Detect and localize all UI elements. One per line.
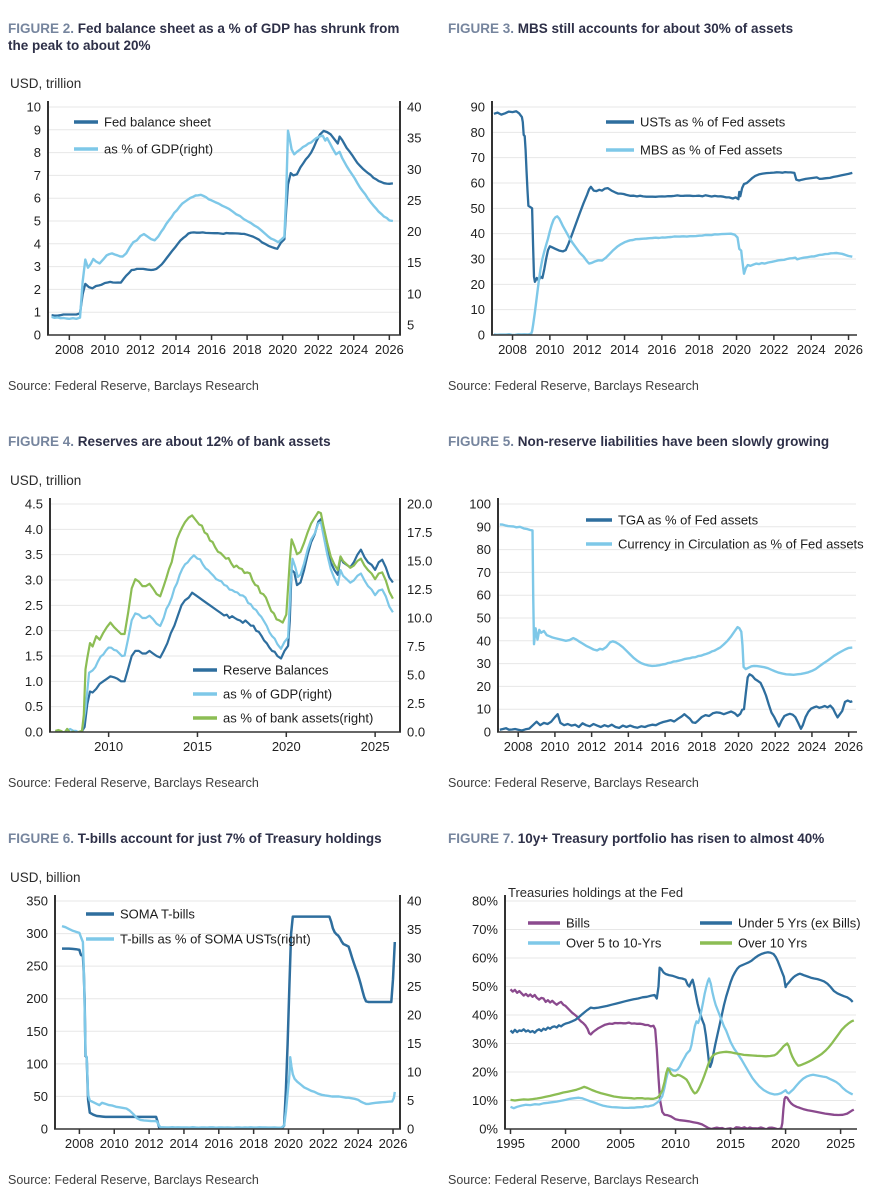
figure3-heading bbox=[448, 20, 862, 56]
svg-text:1.0: 1.0 bbox=[24, 673, 43, 689]
svg-text:15: 15 bbox=[407, 255, 422, 271]
legend-label-t-bills-as-of-soma-usts-right: T-bills as % of SOMA USTs(right) bbox=[120, 931, 311, 947]
tick-labels bbox=[469, 497, 863, 755]
svg-text:2020: 2020 bbox=[268, 342, 298, 357]
svg-text:2024: 2024 bbox=[343, 1136, 373, 1151]
svg-text:2010: 2010 bbox=[540, 739, 570, 754]
svg-text:10: 10 bbox=[407, 1064, 422, 1080]
svg-text:30: 30 bbox=[476, 656, 491, 672]
figure7-panel bbox=[448, 816, 862, 1187]
figure7-unit-label bbox=[448, 863, 862, 885]
series-line-bills bbox=[511, 989, 854, 1129]
figure6-chart bbox=[8, 885, 428, 1161]
svg-text:80: 80 bbox=[476, 542, 491, 558]
svg-text:30%: 30% bbox=[471, 1036, 498, 1051]
svg-text:2.5: 2.5 bbox=[407, 696, 426, 711]
svg-text:5: 5 bbox=[407, 317, 415, 333]
svg-text:40%: 40% bbox=[471, 1007, 498, 1023]
series-group bbox=[500, 525, 853, 731]
legend-label-fed-balance-sheet: Fed balance sheet bbox=[104, 114, 211, 130]
svg-text:3.0: 3.0 bbox=[24, 572, 43, 588]
svg-text:2020: 2020 bbox=[722, 342, 751, 357]
svg-text:2024: 2024 bbox=[797, 739, 827, 754]
svg-text:2022: 2022 bbox=[303, 342, 333, 357]
figure5-unit-label bbox=[448, 466, 862, 488]
series-line-usts-as-of-fed-assets bbox=[494, 111, 852, 281]
legend-label-reserve-balances: Reserve Balances bbox=[223, 662, 329, 678]
figure6-panel bbox=[8, 816, 422, 1187]
series-line-reserve-balances bbox=[55, 519, 393, 734]
chart-canvas bbox=[8, 885, 428, 1161]
legend bbox=[74, 115, 213, 157]
svg-text:10: 10 bbox=[470, 302, 485, 318]
svg-text:90: 90 bbox=[470, 99, 485, 115]
svg-text:20: 20 bbox=[476, 678, 491, 694]
figure3-label: FIGURE 3. bbox=[448, 20, 515, 36]
svg-text:200: 200 bbox=[26, 991, 48, 1007]
svg-text:0.5: 0.5 bbox=[24, 699, 43, 715]
svg-text:0.0: 0.0 bbox=[24, 724, 43, 740]
figure2-title: Fed balance sheet as a % of GDP has shrunk from the peak to about 20% bbox=[8, 20, 400, 53]
svg-text:250: 250 bbox=[26, 958, 48, 974]
svg-text:2016: 2016 bbox=[197, 342, 227, 357]
svg-text:5: 5 bbox=[407, 1093, 415, 1108]
svg-text:2012: 2012 bbox=[577, 739, 607, 754]
svg-text:20%: 20% bbox=[471, 1064, 498, 1080]
figure2-unit-label: USD, trillion bbox=[10, 76, 82, 91]
figure7-title: 10y+ Treasury portfolio has risen to almost 40% bbox=[517, 830, 825, 846]
svg-text:2: 2 bbox=[33, 281, 41, 297]
svg-text:2026: 2026 bbox=[834, 342, 863, 357]
svg-text:20: 20 bbox=[470, 276, 485, 292]
series-line-mbs-as-of-fed-assets bbox=[494, 216, 852, 335]
svg-text:70: 70 bbox=[476, 564, 491, 580]
svg-text:1.5: 1.5 bbox=[24, 648, 43, 664]
svg-text:15: 15 bbox=[407, 1036, 422, 1051]
svg-text:90: 90 bbox=[476, 519, 491, 535]
svg-text:70%: 70% bbox=[471, 922, 498, 937]
svg-text:2022: 2022 bbox=[759, 342, 789, 357]
svg-text:30: 30 bbox=[470, 251, 485, 267]
svg-text:0%: 0% bbox=[479, 1121, 498, 1137]
svg-text:25: 25 bbox=[407, 979, 422, 994]
svg-text:3: 3 bbox=[33, 259, 41, 275]
series-line-t-bills-as-of-soma-usts-right bbox=[62, 926, 395, 1128]
svg-text:350: 350 bbox=[26, 893, 48, 909]
figure6-unit-label: USD, billion bbox=[10, 870, 81, 885]
figure2-label: FIGURE 2. bbox=[8, 20, 75, 36]
svg-text:7: 7 bbox=[33, 167, 41, 183]
svg-text:2012: 2012 bbox=[572, 342, 602, 357]
svg-text:50: 50 bbox=[33, 1088, 48, 1104]
svg-text:2022: 2022 bbox=[308, 1136, 338, 1151]
legend-label-usts-as-of-fed-assets: USTs as % of Fed assets bbox=[640, 114, 786, 130]
svg-text:2008: 2008 bbox=[498, 342, 527, 357]
legend bbox=[606, 115, 786, 158]
svg-text:2026: 2026 bbox=[374, 342, 404, 357]
series-line-tga-as-of-fed-assets bbox=[500, 674, 853, 730]
svg-text:40: 40 bbox=[476, 633, 491, 649]
svg-text:25: 25 bbox=[407, 192, 422, 208]
figure4-chart bbox=[8, 488, 433, 764]
svg-text:17.5: 17.5 bbox=[407, 525, 433, 540]
svg-text:2018: 2018 bbox=[684, 342, 714, 357]
svg-text:2020: 2020 bbox=[771, 1136, 801, 1151]
svg-text:80: 80 bbox=[470, 124, 485, 140]
legend-label-tga-as-of-fed-assets: TGA as % of Fed assets bbox=[618, 512, 759, 528]
svg-text:2014: 2014 bbox=[161, 342, 191, 357]
svg-text:70: 70 bbox=[470, 150, 485, 166]
figure3-panel bbox=[448, 6, 862, 393]
svg-text:0: 0 bbox=[407, 1121, 415, 1137]
legend-label-over-10-yrs: Over 10 Yrs bbox=[738, 935, 808, 951]
svg-text:60: 60 bbox=[470, 175, 485, 191]
svg-text:2024: 2024 bbox=[339, 342, 369, 357]
figure2-heading bbox=[8, 20, 422, 56]
svg-text:7.5: 7.5 bbox=[407, 639, 426, 654]
svg-text:20.0: 20.0 bbox=[407, 496, 433, 512]
svg-text:10: 10 bbox=[407, 286, 422, 302]
svg-text:50: 50 bbox=[470, 200, 485, 216]
svg-text:60: 60 bbox=[476, 587, 491, 603]
figure3-unit-label bbox=[448, 69, 862, 91]
svg-text:2012: 2012 bbox=[134, 1136, 164, 1151]
svg-text:9: 9 bbox=[33, 122, 41, 138]
svg-text:20: 20 bbox=[407, 224, 422, 240]
svg-text:0: 0 bbox=[33, 327, 41, 343]
svg-text:10%: 10% bbox=[471, 1093, 498, 1108]
svg-text:50%: 50% bbox=[471, 979, 498, 994]
svg-text:2000: 2000 bbox=[551, 1136, 580, 1151]
svg-text:6: 6 bbox=[33, 190, 41, 206]
svg-text:100: 100 bbox=[469, 496, 491, 512]
gridlines bbox=[55, 901, 400, 1096]
figure2-source: Source: Federal Reserve, Barclays Research bbox=[8, 379, 259, 393]
legend-label-under-5-yrs-ex-bills: Under 5 Yrs (ex Bills) bbox=[738, 915, 861, 931]
legend bbox=[528, 916, 861, 951]
chart-canvas bbox=[448, 488, 868, 764]
figure6-source: Source: Federal Reserve, Barclays Research bbox=[8, 1173, 259, 1187]
figure3-chart bbox=[448, 91, 868, 367]
svg-text:20: 20 bbox=[407, 1007, 422, 1023]
figure4-label: FIGURE 4. bbox=[8, 433, 75, 449]
figure2-panel bbox=[8, 6, 422, 393]
svg-text:2020: 2020 bbox=[724, 739, 753, 754]
svg-text:2015: 2015 bbox=[716, 1136, 746, 1151]
svg-text:2024: 2024 bbox=[796, 342, 826, 357]
svg-text:150: 150 bbox=[26, 1023, 48, 1039]
figure7-heading bbox=[448, 830, 862, 850]
svg-text:2026: 2026 bbox=[834, 739, 864, 754]
legend-label-bills: Bills bbox=[566, 915, 590, 931]
svg-text:2010: 2010 bbox=[661, 1136, 691, 1151]
legend-label-as-of-bank-assets-right: as % of bank assets(right) bbox=[223, 710, 374, 726]
tick-labels bbox=[27, 100, 422, 358]
svg-text:8: 8 bbox=[33, 145, 41, 161]
svg-text:80%: 80% bbox=[471, 893, 498, 909]
svg-text:100: 100 bbox=[26, 1056, 48, 1072]
gridlines bbox=[505, 901, 856, 1101]
figure4-unit-label: USD, trillion bbox=[10, 473, 82, 488]
axes bbox=[491, 101, 857, 340]
figure4-panel bbox=[8, 419, 433, 790]
svg-text:1: 1 bbox=[33, 304, 41, 320]
svg-text:0: 0 bbox=[483, 724, 491, 740]
svg-text:2018: 2018 bbox=[232, 342, 262, 357]
svg-text:2008: 2008 bbox=[503, 739, 533, 754]
svg-text:2025: 2025 bbox=[826, 1136, 856, 1151]
svg-text:2.0: 2.0 bbox=[24, 623, 43, 639]
svg-text:4.5: 4.5 bbox=[24, 496, 43, 512]
gridlines bbox=[498, 504, 856, 709]
svg-text:3.5: 3.5 bbox=[24, 547, 43, 563]
gridlines bbox=[48, 107, 400, 312]
svg-text:2016: 2016 bbox=[204, 1136, 234, 1151]
svg-text:1995: 1995 bbox=[496, 1136, 525, 1151]
svg-text:2026: 2026 bbox=[378, 1136, 408, 1151]
figure7-label: FIGURE 7. bbox=[448, 830, 515, 846]
svg-text:2016: 2016 bbox=[650, 739, 680, 754]
series-group bbox=[52, 131, 393, 319]
svg-text:2010: 2010 bbox=[99, 1136, 129, 1151]
svg-text:5: 5 bbox=[33, 213, 41, 229]
legend-label-soma-t-bills: SOMA T-bills bbox=[120, 906, 195, 922]
svg-text:30: 30 bbox=[407, 161, 422, 177]
figure6-label: FIGURE 6. bbox=[8, 830, 75, 846]
svg-text:2010: 2010 bbox=[535, 342, 565, 357]
svg-text:2020: 2020 bbox=[274, 1136, 303, 1151]
chart-canvas bbox=[8, 488, 433, 764]
figure5-title: Non-reserve liabilities have been slowly growing bbox=[517, 433, 830, 449]
figure6-title: T-bills account for just 7% of Treasury holdings bbox=[77, 830, 382, 846]
svg-text:5.0: 5.0 bbox=[407, 667, 426, 683]
svg-text:40: 40 bbox=[407, 893, 422, 909]
svg-text:2005: 2005 bbox=[606, 1136, 635, 1151]
svg-text:2014: 2014 bbox=[613, 739, 643, 754]
svg-text:2015: 2015 bbox=[183, 739, 212, 754]
chart-canvas bbox=[448, 91, 868, 367]
legend-label-mbs-as-of-fed-assets: MBS as % of Fed assets bbox=[640, 142, 783, 158]
svg-text:2018: 2018 bbox=[239, 1136, 269, 1151]
svg-text:40: 40 bbox=[470, 226, 485, 242]
svg-text:4.0: 4.0 bbox=[24, 521, 43, 537]
figure4-title: Reserves are about 12% of bank assets bbox=[77, 433, 331, 449]
legend-label-as-of-gdp-right: as % of GDP(right) bbox=[223, 686, 333, 702]
svg-text:2008: 2008 bbox=[64, 1136, 94, 1151]
svg-text:0: 0 bbox=[477, 327, 485, 343]
svg-text:2014: 2014 bbox=[169, 1136, 199, 1151]
legend-label-over-5-to-10-yrs: Over 5 to 10-Yrs bbox=[566, 935, 662, 951]
svg-text:10.0: 10.0 bbox=[407, 610, 433, 626]
svg-text:2016: 2016 bbox=[647, 342, 677, 357]
figure4-heading bbox=[8, 433, 422, 453]
series-line-as-of-gdp-right bbox=[52, 131, 393, 319]
svg-text:2010: 2010 bbox=[94, 739, 124, 754]
svg-text:40: 40 bbox=[407, 99, 422, 115]
figure5-source: Source: Federal Reserve, Barclays Research bbox=[448, 776, 699, 790]
svg-text:35: 35 bbox=[407, 130, 422, 146]
legend bbox=[586, 513, 864, 552]
svg-text:2022: 2022 bbox=[760, 739, 790, 754]
figure4-source: Source: Federal Reserve, Barclays Research bbox=[8, 776, 259, 790]
figure5-label: FIGURE 5. bbox=[448, 433, 515, 449]
svg-text:15.0: 15.0 bbox=[407, 553, 433, 569]
figure5-panel bbox=[448, 419, 862, 790]
legend bbox=[193, 663, 373, 726]
svg-text:0.0: 0.0 bbox=[407, 724, 426, 740]
svg-text:35: 35 bbox=[407, 922, 422, 937]
legend-label-currency-in-circulation-as-of-fed-assets: Currency in Circulation as % of Fed assets bbox=[618, 536, 864, 552]
legend bbox=[86, 907, 311, 947]
figure3-source: Source: Federal Reserve, Barclays Research bbox=[448, 379, 699, 393]
svg-text:2025: 2025 bbox=[360, 739, 390, 754]
svg-text:2020: 2020 bbox=[271, 739, 301, 754]
svg-text:2010: 2010 bbox=[90, 342, 120, 357]
svg-text:300: 300 bbox=[26, 926, 48, 942]
svg-text:4: 4 bbox=[33, 236, 41, 252]
figure7-source: Source: Federal Reserve, Barclays Research bbox=[448, 1173, 699, 1187]
svg-text:60%: 60% bbox=[471, 950, 498, 966]
svg-text:2012: 2012 bbox=[125, 342, 155, 357]
svg-text:2018: 2018 bbox=[687, 739, 717, 754]
figure3-title: MBS still accounts for about 30% of assets bbox=[517, 20, 794, 36]
svg-text:2014: 2014 bbox=[610, 342, 639, 357]
svg-text:50: 50 bbox=[476, 610, 491, 626]
chart-canvas bbox=[8, 91, 428, 367]
series-line-under-5-yrs-ex-bills bbox=[511, 952, 853, 1067]
svg-text:12.5: 12.5 bbox=[407, 582, 433, 597]
series-group bbox=[511, 952, 854, 1129]
figure5-chart bbox=[448, 488, 868, 764]
figure7-chart bbox=[448, 885, 868, 1161]
figure5-heading bbox=[448, 433, 862, 453]
figure2-chart bbox=[8, 91, 428, 367]
svg-text:2008: 2008 bbox=[54, 342, 84, 357]
figure6-heading bbox=[8, 830, 422, 850]
svg-text:30: 30 bbox=[407, 950, 422, 966]
legend-label-as-of-gdp-right: as % of GDP(right) bbox=[104, 141, 214, 157]
tick-labels bbox=[471, 100, 863, 358]
chart-inner-title: Treasuries holdings at the Fed bbox=[508, 885, 684, 900]
svg-text:0: 0 bbox=[40, 1121, 48, 1137]
svg-text:2.5: 2.5 bbox=[24, 597, 43, 613]
svg-text:10: 10 bbox=[26, 99, 41, 115]
chart-canvas bbox=[448, 885, 868, 1161]
svg-text:10: 10 bbox=[476, 701, 491, 717]
gridlines bbox=[492, 107, 856, 310]
